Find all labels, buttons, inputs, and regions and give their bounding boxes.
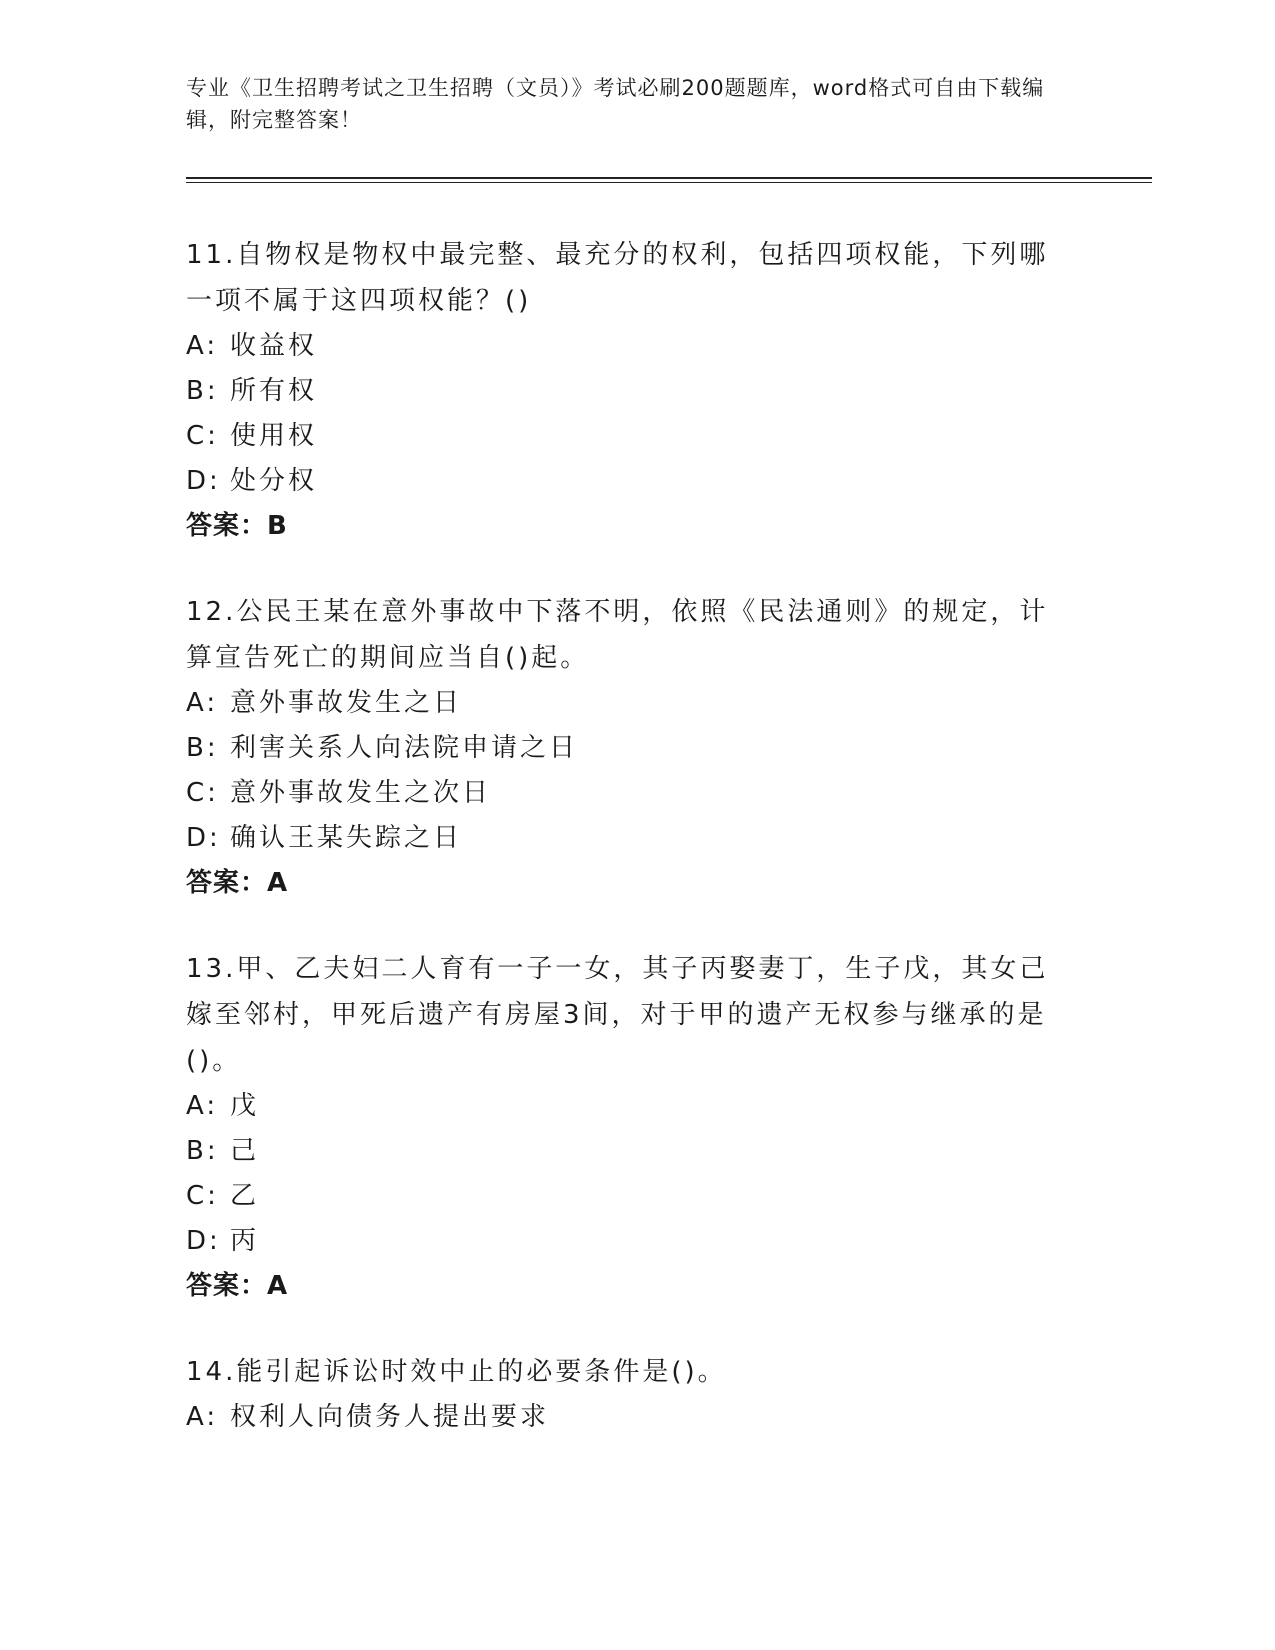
option-letter: A: — [186, 331, 219, 361]
answer-line: 答案：B — [186, 511, 288, 541]
option-text: 己 — [230, 1136, 260, 1166]
question-11 — [186, 232, 1066, 549]
option-text: 确认王某失踪之日 — [230, 823, 463, 853]
option-text: 意外事故发生之日 — [230, 688, 463, 718]
option-c — [186, 414, 1066, 459]
answer-line: 答案：A — [186, 868, 289, 898]
question-14 — [186, 1349, 1066, 1440]
option-letter: A: — [186, 1402, 219, 1432]
answer-line: 答案：A — [186, 1271, 289, 1301]
option-text: 意外事故发生之次日 — [230, 778, 492, 808]
option-b — [186, 726, 1066, 771]
question-12 — [186, 589, 1066, 906]
header-rule-thick — [186, 177, 1152, 179]
option-a — [186, 1395, 1066, 1440]
option-text: 戊 — [230, 1091, 260, 1121]
option-text: 利害关系人向法院申请之日 — [230, 733, 579, 763]
option-letter: B: — [186, 733, 219, 763]
question-stem: 14.能引起诉讼时效中止的必要条件是()。 — [186, 1357, 727, 1387]
option-letter: D: — [186, 466, 221, 496]
document-header: 专业《卫生招聘考试之卫生招聘（文员）》考试必刷200题题库，word格式可自由下载编辑，附完整答案！ — [186, 76, 1045, 132]
option-letter: C: — [186, 421, 219, 451]
option-text: 权利人向债务人提出要求 — [230, 1402, 550, 1432]
option-d — [186, 459, 1066, 504]
option-b — [186, 1129, 1066, 1174]
question-stem: 13.甲、乙夫妇二人育有一子一女，其子丙娶妻丁，生子戊，其女己嫁至邻村，甲死后遗产有房屋3间，对于甲的遗产无权参与继承的是()。 — [186, 954, 1049, 1076]
option-d — [186, 1219, 1066, 1264]
option-text: 处分权 — [230, 466, 318, 496]
option-text: 收益权 — [230, 331, 318, 361]
option-text: 所有权 — [230, 376, 318, 406]
option-letter: A: — [186, 688, 219, 718]
option-b — [186, 369, 1066, 414]
option-d — [186, 816, 1066, 861]
option-letter: D: — [186, 1226, 221, 1256]
option-letter: B: — [186, 376, 219, 406]
option-a — [186, 1084, 1066, 1129]
option-c — [186, 1174, 1066, 1219]
option-text: 使用权 — [230, 421, 318, 451]
option-letter: B: — [186, 1136, 219, 1166]
option-a — [186, 681, 1066, 726]
option-text: 丙 — [230, 1226, 260, 1256]
option-letter: A: — [186, 1091, 219, 1121]
option-text: 乙 — [230, 1181, 260, 1211]
option-c — [186, 771, 1066, 816]
option-a — [186, 324, 1066, 369]
option-letter: C: — [186, 1181, 219, 1211]
option-letter: D: — [186, 823, 221, 853]
option-letter: C: — [186, 778, 219, 808]
question-13 — [186, 946, 1066, 1309]
question-stem: 11.自物权是物权中最完整、最充分的权利，包括四项权能，下列哪一项不属于这四项权能？() — [186, 240, 1049, 316]
header-rule-thin — [186, 182, 1152, 183]
question-stem: 12.公民王某在意外事故中下落不明，依照《民法通则》的规定，计算宣告死亡的期间应当自()起。 — [186, 597, 1049, 673]
question-list — [186, 232, 1066, 1480]
